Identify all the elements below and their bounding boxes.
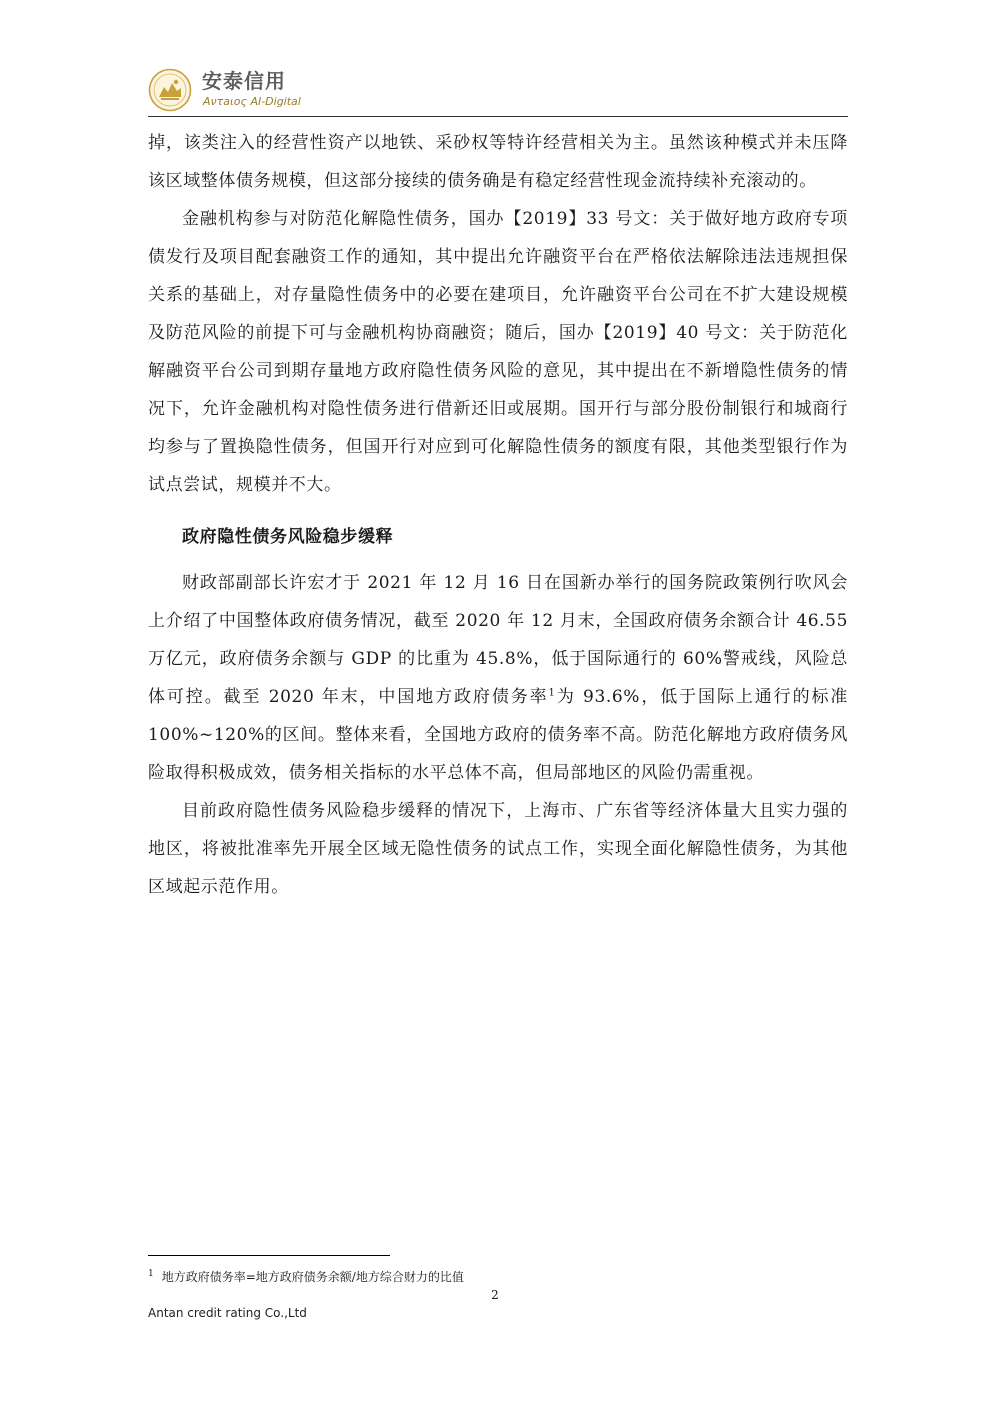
paragraph-continued: 掉，该类注入的经营性资产以地铁、采砂权等特许经营相关为主。虽然该种模式并未压降该区域整体债务规模，但这部分接续的债务确是有稳定经营性现金流持续补充滚动的。 — [148, 133, 848, 191]
brand-name: 安泰信用 — [202, 69, 286, 93]
paragraph-text-part1: 财政部副部长许宏才于 2021 年 12 月 16 日在国新办举行的国务院政策例行吹风会上介绍了中国整体政府债务情况，截至 2020 年 12 月末，全国政府债务余额合计 46.55 万亿元，政府债务余额与 GDP 的比重为 45.8%，低于国际通行的 60%警戒线，风险总体可控。截至 2020 年末，中国地方政府债务率 — [148, 573, 848, 707]
paragraph-text-part2: 为 93.6%，低于国际上通行的标准 100%~120%的区间。整体来看，全国地方政府的债务率不高。防范化解地方政府债务风险取得积极成效，债务相关指标的水平总体不高，但局部地区的风险仍需重视。 — [148, 687, 848, 783]
brand-tagline: Αντaιος AI-Digital — [203, 95, 301, 108]
section-heading: 政府隐性债务风险稳步缓释 — [182, 527, 394, 547]
document-body — [148, 124, 848, 906]
antan-logo-icon — [148, 68, 192, 112]
page-number: 2 — [491, 1288, 499, 1302]
footnote-reference[interactable]: 1 — [548, 687, 556, 699]
page-header — [148, 64, 848, 116]
header-divider — [148, 116, 848, 117]
paragraph-financial-institutions: 金融机构参与对防范化解隐性债务，国办【2019】33 号文：关于做好地方政府专项债发行及项目配套融资工作的通知，其中提出允许融资平台在严格依法解除违法违规担保关系的基础上，对存量隐性债务中的必要在建项目，允许融资平台公司在不扩大建设规模及防范风险的前提下可与金融机构协商融资；随后，国办【2019】40 号文：关于防范化解融资平台公司到期存量地方政府隐性债务风险的意见，其中提出在不新增隐性债务的情况下，允许金融机构对隐性债务进行借新还旧或展期。国开行与部分股份制银行和城商行均参与了置换隐性债务，但国开行对应到可化解隐性债务的额度有限，其他类型银行作为试点尝试，规模并不大。 — [148, 209, 848, 495]
paragraph-government-debt — [148, 564, 848, 792]
footnote-mark: 1 — [148, 1269, 154, 1279]
footnote — [148, 1266, 464, 1285]
footnote-text: 地方政府债务率=地方政府债务余额/地方综合财力的比值 — [161, 1270, 464, 1284]
footer-company-name: Antan credit rating Co.,Ltd — [148, 1306, 307, 1320]
footnote-divider — [148, 1255, 390, 1256]
paragraph-pilot-regions: 目前政府隐性债务风险稳步缓释的情况下，上海市、广东省等经济体量大且实力强的地区，将被批准率先开展全区域无隐性债务的试点工作，实现全面化解隐性债务，为其他区域起示范作用。 — [148, 801, 848, 897]
